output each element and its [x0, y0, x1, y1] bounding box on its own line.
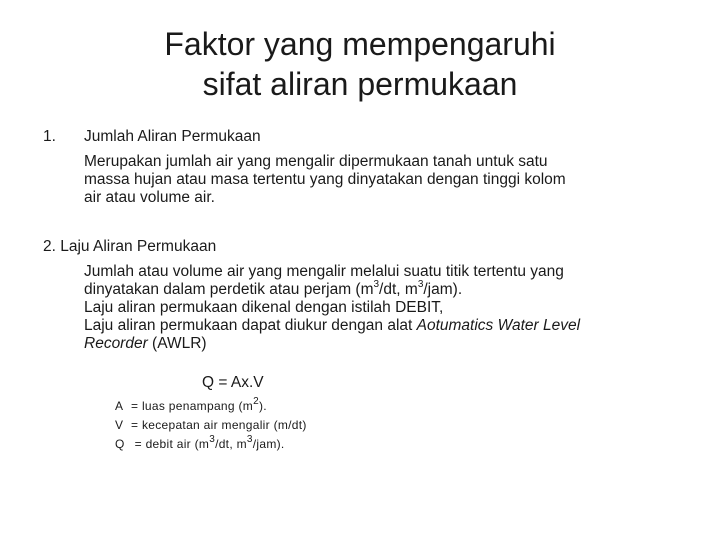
section-2-desc-line: Laju aliran permukaan dapat diukur dengan alat Aotumatics Water Level: [84, 317, 581, 334]
section-1-number: 1.: [43, 128, 56, 145]
section-1-desc-line: massa hujan atau masa tertentu yang dinyatakan dengan tinggi kolom: [84, 171, 566, 188]
section-2-desc-line: Laju aliran permukaan dikenal dengan istilah DEBIT,: [84, 299, 444, 316]
formula-legend: [115, 397, 307, 454]
debit-formula: Q = Ax.V: [202, 374, 264, 391]
section-2-desc-line: Recorder (AWLR): [84, 335, 207, 352]
section-2-heading: 2. Laju Aliran Permukaan: [43, 238, 217, 255]
title-line-2: sifat aliran permukaan: [202, 66, 518, 102]
section-1-description: [84, 153, 566, 207]
section-1-desc-line: air atau volume air.: [84, 189, 215, 206]
section-1-heading: Jumlah Aliran Permukaan: [84, 128, 261, 145]
slide-title: [60, 24, 660, 104]
section-2-desc-line: dinyatakan dalam perdetik atau perjam ($m^3/dt$, $m^3/jam$).: [84, 278, 463, 298]
legend-row-a: A = luas penampang $(m^2)$.: [115, 396, 267, 413]
legend-row-v: V = kecepatan air mengalir (m/dt): [115, 418, 307, 432]
section-1-desc-line: Merupakan jumlah air yang mengalir dipermukaan tanah untuk satu: [84, 153, 548, 170]
section-2-desc-line: Jumlah atau volume air yang mengalir melalui suatu titik tertentu yang: [84, 263, 564, 280]
section-2-description: [84, 263, 580, 353]
legend-row-q: Q = debit air ($m^3/dt$, $m^3/jam$).: [115, 434, 285, 451]
title-line-1: Faktor yang mempengaruhi: [164, 26, 556, 62]
